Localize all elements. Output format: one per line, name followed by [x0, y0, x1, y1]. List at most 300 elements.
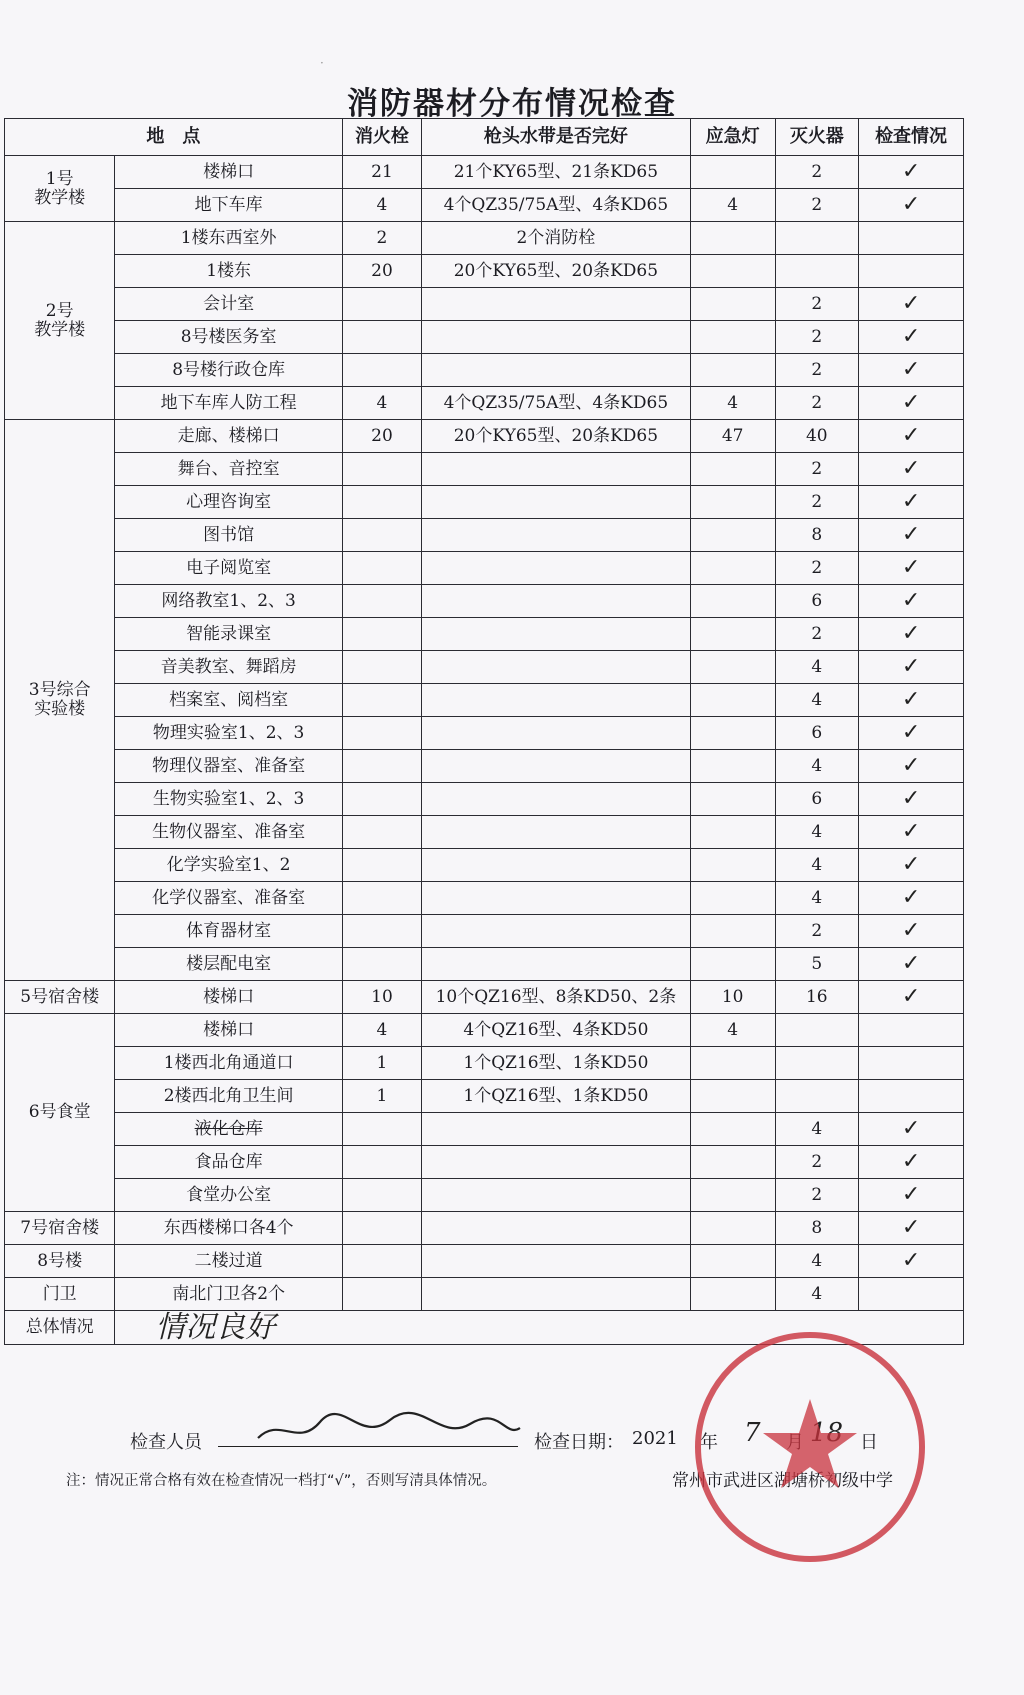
check-status-cell	[859, 882, 964, 915]
table-row	[5, 1278, 964, 1311]
hose-status-cell	[422, 1113, 691, 1146]
emergency-light-cell	[690, 486, 775, 519]
hose-status-cell	[422, 717, 691, 750]
check-mark: ✓	[901, 290, 921, 316]
hose-status-cell: 4个QZ35/75A型、4条KD65	[422, 189, 691, 222]
emergency-light-cell	[690, 156, 775, 189]
footnote: 注：情况正常合格有效在检查情况一档打“√”，否则写清具体情况。	[66, 1473, 497, 1489]
check-status-cell	[859, 750, 964, 783]
table-row	[5, 1245, 964, 1278]
hydrant-count-cell: 4	[342, 387, 421, 420]
hydrant-count-cell: 20	[342, 255, 421, 288]
date-day-unit: 日	[860, 1432, 878, 1453]
hydrant-count-cell	[342, 618, 421, 651]
check-mark: ✓	[901, 818, 921, 844]
check-status-cell	[859, 420, 964, 453]
table-row	[5, 288, 964, 321]
check-mark: ✓	[901, 1247, 921, 1273]
check-status-cell	[859, 486, 964, 519]
hydrant-count-cell	[342, 783, 421, 816]
hydrant-count-cell	[342, 750, 421, 783]
table-row	[5, 684, 964, 717]
hydrant-count-cell: 10	[342, 981, 421, 1014]
table-row	[5, 453, 964, 486]
extinguisher-count-cell: 2	[775, 354, 859, 387]
emergency-light-cell	[690, 585, 775, 618]
check-mark: ✓	[901, 389, 921, 415]
hose-status-cell	[422, 585, 691, 618]
extinguisher-count-cell: 2	[775, 915, 859, 948]
hose-status-cell	[422, 354, 691, 387]
table-row	[5, 1212, 964, 1245]
hydrant-count-cell: 1	[342, 1080, 421, 1113]
table-row	[5, 486, 964, 519]
table-row	[5, 981, 964, 1014]
location-cell: 楼层配电室	[115, 948, 342, 981]
extinguisher-count-cell: 6	[775, 783, 859, 816]
header-hydrant: 消火栓	[342, 119, 421, 156]
hose-status-cell	[422, 882, 691, 915]
check-status-cell	[859, 1047, 964, 1080]
check-status-cell	[859, 618, 964, 651]
check-mark: ✓	[901, 851, 921, 877]
extinguisher-count-cell	[775, 255, 859, 288]
extinguisher-count-cell: 2	[775, 486, 859, 519]
extinguisher-count-cell	[775, 1014, 859, 1047]
check-status-cell	[859, 189, 964, 222]
emergency-light-cell: 47	[690, 420, 775, 453]
check-status-cell	[859, 1146, 964, 1179]
hydrant-count-cell	[342, 651, 421, 684]
page-title: 消防器材分布情况检查	[347, 86, 677, 122]
location-cell: 网络教室1、2、3	[115, 585, 342, 618]
extinguisher-count-cell: 4	[775, 1278, 859, 1311]
extinguisher-count-cell: 6	[775, 717, 859, 750]
hose-status-cell	[422, 1245, 691, 1278]
check-mark: ✓	[901, 554, 921, 580]
extinguisher-count-cell: 2	[775, 288, 859, 321]
emergency-light-cell	[690, 717, 775, 750]
hose-status-cell: 21个KY65型、21条KD65	[422, 156, 691, 189]
table-row	[5, 948, 964, 981]
summary-handwritten: 情况良好	[155, 1310, 276, 1345]
check-status-cell	[859, 321, 964, 354]
check-mark: ✓	[901, 983, 921, 1009]
check-mark: ✓	[901, 1214, 921, 1240]
table-row	[5, 1113, 964, 1146]
extinguisher-count-cell	[775, 1080, 859, 1113]
school-name: 常州市武进区湖塘桥初级中学	[672, 1471, 893, 1491]
location-cell: 液化仓库	[115, 1113, 342, 1146]
hose-status-cell: 20个KY65型、20条KD65	[422, 255, 691, 288]
check-status-cell	[859, 387, 964, 420]
building-group-cell: 1号 教学楼	[5, 156, 115, 222]
location-cell: 1楼西北角通道口	[115, 1047, 342, 1080]
hydrant-count-cell	[342, 519, 421, 552]
hose-status-cell	[422, 453, 691, 486]
location-cell: 楼梯口	[115, 981, 342, 1014]
hose-status-cell	[422, 1278, 691, 1311]
building-group-cell: 7号宿舍楼	[5, 1212, 115, 1245]
emergency-light-cell	[690, 1278, 775, 1311]
emergency-light-cell	[690, 1113, 775, 1146]
emergency-light-cell	[690, 915, 775, 948]
emergency-light-cell	[690, 882, 775, 915]
hose-status-cell	[422, 321, 691, 354]
table-row	[5, 222, 964, 255]
hydrant-count-cell	[342, 1245, 421, 1278]
extinguisher-count-cell	[775, 1047, 859, 1080]
check-status-cell	[859, 288, 964, 321]
extinguisher-count-cell: 2	[775, 156, 859, 189]
hose-status-cell	[422, 486, 691, 519]
location-cell: 1楼东西室外	[115, 222, 342, 255]
table-row	[5, 321, 964, 354]
table-row	[5, 420, 964, 453]
emergency-light-cell	[690, 1245, 775, 1278]
extinguisher-count-cell: 40	[775, 420, 859, 453]
extinguisher-count-cell: 4	[775, 750, 859, 783]
location-cell: 化学实验室1、2	[115, 849, 342, 882]
location-cell: 心理咨询室	[115, 486, 342, 519]
hydrant-count-cell: 2	[342, 222, 421, 255]
extinguisher-count-cell: 2	[775, 321, 859, 354]
extinguisher-count-cell: 4	[775, 816, 859, 849]
table-row	[5, 1080, 964, 1113]
date-year: 2021	[632, 1428, 678, 1449]
emergency-light-cell	[690, 1212, 775, 1245]
emergency-light-cell: 4	[690, 1014, 775, 1047]
school-seal-stamp	[688, 1325, 932, 1569]
location-cell: 音美教室、舞蹈房	[115, 651, 342, 684]
hydrant-count-cell	[342, 453, 421, 486]
hose-status-cell: 10个QZ16型、8条KD50、2条	[422, 981, 691, 1014]
extinguisher-count-cell: 4	[775, 882, 859, 915]
check-mark: ✓	[901, 884, 921, 910]
check-status-cell	[859, 816, 964, 849]
check-status-cell	[859, 1080, 964, 1113]
emergency-light-cell	[690, 1047, 775, 1080]
check-status-cell	[859, 783, 964, 816]
extinguisher-count-cell: 2	[775, 618, 859, 651]
check-mark: ✓	[901, 455, 921, 481]
check-status-cell	[859, 1014, 964, 1047]
stray-mark: ·	[320, 56, 324, 70]
check-mark: ✓	[901, 191, 921, 217]
hose-status-cell	[422, 915, 691, 948]
table-row	[5, 717, 964, 750]
check-mark: ✓	[901, 323, 921, 349]
extinguisher-count-cell: 2	[775, 552, 859, 585]
table-row	[5, 552, 964, 585]
hydrant-count-cell	[342, 1278, 421, 1311]
hose-status-cell	[422, 1212, 691, 1245]
emergency-light-cell	[690, 684, 775, 717]
check-mark: ✓	[901, 653, 921, 679]
hydrant-count-cell	[342, 1179, 421, 1212]
check-mark: ✓	[901, 785, 921, 811]
header-hose: 枪头水带是否完好	[422, 119, 691, 156]
extinguisher-count-cell: 6	[775, 585, 859, 618]
inspection-table	[4, 118, 964, 1345]
emergency-light-cell	[690, 1179, 775, 1212]
check-status-cell	[859, 684, 964, 717]
emergency-light-cell	[690, 1080, 775, 1113]
location-cell: 8号楼医务室	[115, 321, 342, 354]
hose-status-cell: 20个KY65型、20条KD65	[422, 420, 691, 453]
location-cell: 舞台、音控室	[115, 453, 342, 486]
location-cell: 南北门卫各2个	[115, 1278, 342, 1311]
building-group-cell: 8号楼	[5, 1245, 115, 1278]
hydrant-count-cell	[342, 321, 421, 354]
hose-status-cell	[422, 684, 691, 717]
hose-status-cell	[422, 948, 691, 981]
check-status-cell	[859, 948, 964, 981]
table-row	[5, 651, 964, 684]
table-row	[5, 387, 964, 420]
hydrant-count-cell	[342, 849, 421, 882]
location-cell: 生物实验室1、2、3	[115, 783, 342, 816]
location-cell: 食品仓库	[115, 1146, 342, 1179]
location-cell: 食堂办公室	[115, 1179, 342, 1212]
table-row	[5, 189, 964, 222]
emergency-light-cell	[690, 750, 775, 783]
check-status-cell	[859, 1113, 964, 1146]
location-cell: 电子阅览室	[115, 552, 342, 585]
hose-status-cell	[422, 1179, 691, 1212]
emergency-light-cell	[690, 651, 775, 684]
hose-status-cell: 4个QZ35/75A型、4条KD65	[422, 387, 691, 420]
check-status-cell	[859, 255, 964, 288]
hydrant-count-cell: 4	[342, 189, 421, 222]
check-status-cell	[859, 354, 964, 387]
extinguisher-count-cell: 4	[775, 684, 859, 717]
hose-status-cell	[422, 849, 691, 882]
header-extinguisher: 灭火器	[775, 119, 859, 156]
location-cell: 2楼西北角卫生间	[115, 1080, 342, 1113]
hose-status-cell: 1个QZ16型、1条KD50	[422, 1080, 691, 1113]
hydrant-count-cell	[342, 948, 421, 981]
check-mark: ✓	[901, 1181, 921, 1207]
hydrant-count-cell	[342, 552, 421, 585]
table-row	[5, 618, 964, 651]
hydrant-count-cell	[342, 585, 421, 618]
hose-status-cell: 4个QZ16型、4条KD50	[422, 1014, 691, 1047]
emergency-light-cell	[690, 849, 775, 882]
extinguisher-count-cell: 4	[775, 849, 859, 882]
hose-status-cell	[422, 651, 691, 684]
check-mark: ✓	[901, 1115, 921, 1141]
check-mark: ✓	[901, 587, 921, 613]
location-cell: 地下车库人防工程	[115, 387, 342, 420]
hose-status-cell	[422, 750, 691, 783]
hydrant-count-cell	[342, 486, 421, 519]
location-cell: 化学仪器室、准备室	[115, 882, 342, 915]
emergency-light-cell	[690, 948, 775, 981]
check-mark: ✓	[901, 686, 921, 712]
extinguisher-count-cell: 2	[775, 1179, 859, 1212]
table-row	[5, 882, 964, 915]
location-cell: 智能录课室	[115, 618, 342, 651]
extinguisher-count-cell: 8	[775, 519, 859, 552]
location-cell: 物理实验室1、2、3	[115, 717, 342, 750]
check-mark: ✓	[901, 158, 921, 184]
extinguisher-count-cell: 8	[775, 1212, 859, 1245]
check-status-cell	[859, 651, 964, 684]
location-cell: 楼梯口	[115, 1014, 342, 1047]
extinguisher-count-cell: 4	[775, 651, 859, 684]
hose-status-cell	[422, 552, 691, 585]
hydrant-count-cell: 21	[342, 156, 421, 189]
header-location: 地 点	[5, 119, 343, 156]
table-row	[5, 354, 964, 387]
hydrant-count-cell	[342, 717, 421, 750]
summary-label: 总体情况	[5, 1311, 115, 1345]
date-year-unit: 年	[700, 1432, 718, 1453]
emergency-light-cell: 4	[690, 189, 775, 222]
hydrant-count-cell	[342, 915, 421, 948]
emergency-light-cell	[690, 222, 775, 255]
extinguisher-count-cell: 5	[775, 948, 859, 981]
location-cell: 楼梯口	[115, 156, 342, 189]
check-mark: ✓	[901, 950, 921, 976]
check-status-cell	[859, 1179, 964, 1212]
table-row	[5, 783, 964, 816]
emergency-light-cell	[690, 321, 775, 354]
date-month: 7	[744, 1418, 761, 1448]
hydrant-count-cell	[342, 684, 421, 717]
hose-status-cell	[422, 783, 691, 816]
table-row	[5, 915, 964, 948]
table-row	[5, 156, 964, 189]
extinguisher-count-cell: 2	[775, 387, 859, 420]
hydrant-count-cell	[342, 1113, 421, 1146]
hydrant-count-cell	[342, 288, 421, 321]
location-cell: 档案室、阅档室	[115, 684, 342, 717]
hydrant-count-cell	[342, 816, 421, 849]
location-cell: 8号楼行政仓库	[115, 354, 342, 387]
emergency-light-cell: 10	[690, 981, 775, 1014]
check-mark: ✓	[901, 719, 921, 745]
hose-status-cell: 2个消防栓	[422, 222, 691, 255]
hydrant-count-cell	[342, 1146, 421, 1179]
check-status-cell	[859, 552, 964, 585]
emergency-light-cell	[690, 552, 775, 585]
extinguisher-count-cell: 2	[775, 1146, 859, 1179]
table-row	[5, 1179, 964, 1212]
hose-status-cell	[422, 1146, 691, 1179]
inspector-label: 检查人员	[130, 1432, 202, 1453]
table-row	[5, 816, 964, 849]
check-status-cell	[859, 981, 964, 1014]
location-cell: 东西楼梯口各4个	[115, 1212, 342, 1245]
table-row	[5, 1146, 964, 1179]
hose-status-cell	[422, 618, 691, 651]
extinguisher-count-cell: 2	[775, 189, 859, 222]
header-check-status: 检查情况	[859, 119, 964, 156]
emergency-light-cell	[690, 816, 775, 849]
check-mark: ✓	[901, 752, 921, 778]
location-cell: 会计室	[115, 288, 342, 321]
building-group-cell: 门卫	[5, 1278, 115, 1311]
emergency-light-cell	[690, 255, 775, 288]
building-group-cell: 6号食堂	[5, 1014, 115, 1212]
check-mark: ✓	[901, 917, 921, 943]
hose-status-cell: 1个QZ16型、1条KD50	[422, 1047, 691, 1080]
check-status-cell	[859, 222, 964, 255]
building-group-cell: 3号综合 实验楼	[5, 420, 115, 981]
table-row	[5, 849, 964, 882]
emergency-light-cell	[690, 519, 775, 552]
location-cell: 地下车库	[115, 189, 342, 222]
emergency-light-cell	[690, 354, 775, 387]
check-status-cell	[859, 849, 964, 882]
extinguisher-count-cell: 4	[775, 1245, 859, 1278]
hose-status-cell	[422, 288, 691, 321]
table-body	[5, 156, 964, 1311]
table-row	[5, 255, 964, 288]
check-status-cell	[859, 1278, 964, 1311]
emergency-light-cell	[690, 618, 775, 651]
location-cell: 生物仪器室、准备室	[115, 816, 342, 849]
extinguisher-count-cell: 16	[775, 981, 859, 1014]
header-emergency-light: 应急灯	[690, 119, 775, 156]
emergency-light-cell	[690, 1146, 775, 1179]
inspector-signature	[250, 1408, 530, 1452]
table-row	[5, 1047, 964, 1080]
check-mark: ✓	[901, 488, 921, 514]
building-group-cell: 2号 教学楼	[5, 222, 115, 420]
table-row	[5, 585, 964, 618]
extinguisher-count-cell: 2	[775, 453, 859, 486]
extinguisher-count-cell	[775, 222, 859, 255]
check-status-cell	[859, 453, 964, 486]
check-mark: ✓	[901, 620, 921, 646]
hydrant-count-cell	[342, 354, 421, 387]
table-row	[5, 1014, 964, 1047]
location-cell: 图书馆	[115, 519, 342, 552]
check-status-cell	[859, 717, 964, 750]
check-status-cell	[859, 519, 964, 552]
hose-status-cell	[422, 816, 691, 849]
check-mark: ✓	[901, 356, 921, 382]
hose-status-cell	[422, 519, 691, 552]
hydrant-count-cell: 4	[342, 1014, 421, 1047]
check-mark: ✓	[901, 1148, 921, 1174]
extinguisher-count-cell: 4	[775, 1113, 859, 1146]
hydrant-count-cell: 1	[342, 1047, 421, 1080]
date-label: 检查日期：	[534, 1432, 624, 1453]
table-row	[5, 519, 964, 552]
emergency-light-cell	[690, 453, 775, 486]
table-header-row	[5, 119, 964, 156]
check-mark: ✓	[901, 422, 921, 448]
location-cell: 体育器材室	[115, 915, 342, 948]
emergency-light-cell: 4	[690, 387, 775, 420]
check-status-cell	[859, 156, 964, 189]
building-group-cell: 5号宿舍楼	[5, 981, 115, 1014]
hydrant-count-cell: 20	[342, 420, 421, 453]
location-cell: 1楼东	[115, 255, 342, 288]
table-row	[5, 750, 964, 783]
check-status-cell	[859, 585, 964, 618]
emergency-light-cell	[690, 783, 775, 816]
hydrant-count-cell	[342, 1212, 421, 1245]
hydrant-count-cell	[342, 882, 421, 915]
location-cell: 二楼过道	[115, 1245, 342, 1278]
check-status-cell	[859, 1212, 964, 1245]
check-mark: ✓	[901, 521, 921, 547]
